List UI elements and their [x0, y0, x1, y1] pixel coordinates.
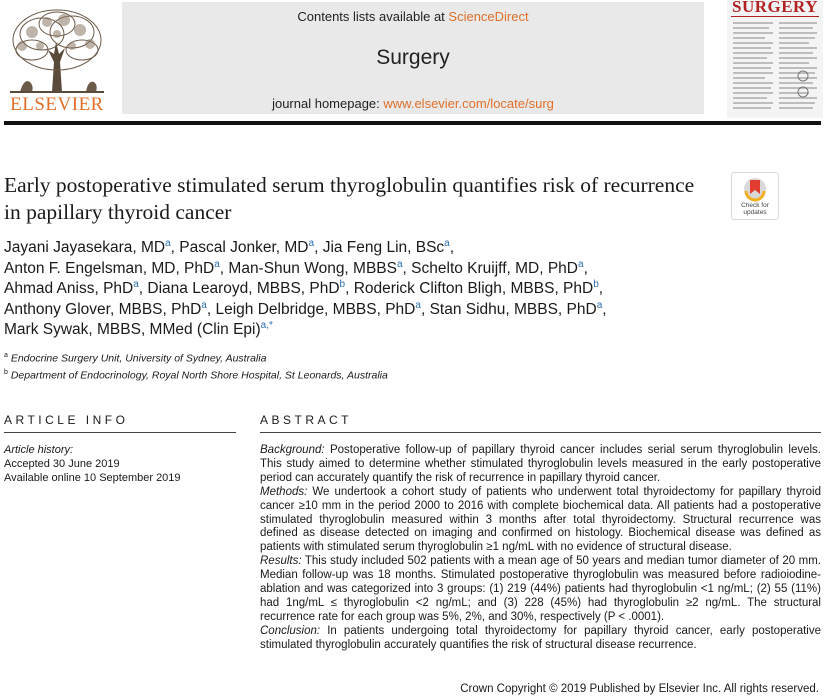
- journal-cover[interactable]: [727, 0, 823, 118]
- affiliation-item: [4, 349, 388, 366]
- abstract-section-text: Postoperative follow-up of papillary thyroid cancer includes serial serum thyroglobulin levels. This study aimed to determine whether stimulated thyroglobulin levels measured in the early postoperative period can accurately quantify the risk of recurrence in papillary thyroid cancer.: [260, 444, 821, 484]
- cover-contents-icon: [727, 0, 823, 118]
- crossmark-icon: [732, 175, 778, 205]
- author-separator: ,: [449, 239, 459, 256]
- author-separator: ,: [402, 259, 412, 277]
- author-separator: ,: [206, 300, 216, 318]
- author-separator: ,: [602, 300, 611, 318]
- author-name[interactable]: Pascal Jonker, MD: [179, 239, 309, 256]
- author-name[interactable]: Diana Learoyd, MBBS, PhD: [147, 280, 340, 297]
- author-separator: ,: [138, 280, 148, 297]
- author-affiliation-mark[interactable]: b: [593, 278, 599, 290]
- abstract-section: [260, 625, 821, 653]
- abstract-divider: [260, 432, 821, 433]
- author-name[interactable]: Mark Sywak, MBBS, MMed (Clin Epi): [4, 321, 261, 338]
- contents-line: [122, 9, 704, 24]
- copyright-line: Crown Copyright © 2019 Published by Elsevier Inc. All rights reserved.: [460, 683, 819, 695]
- author-affiliation-mark[interactable]: a: [165, 237, 171, 249]
- author-affiliation-mark[interactable]: a: [308, 237, 315, 249]
- abstract-section-label: Conclusion:: [260, 624, 321, 637]
- header-divider: [4, 121, 821, 125]
- affiliation-item: [4, 366, 388, 383]
- author-name[interactable]: Stan Sidhu, MBBS, PhD: [429, 300, 597, 318]
- abstract-section-label: Results:: [260, 555, 302, 568]
- author-separator: ,: [170, 239, 180, 256]
- affiliation-mark: b: [4, 368, 8, 376]
- journal-homepage-link[interactable]: www.elsevier.com/locate/surg: [383, 96, 554, 111]
- affiliation-text: Endocrine Surgery Unit, University of Sydney, Australia: [7, 352, 267, 365]
- check-for-updates-button[interactable]: [731, 172, 779, 220]
- abstract-section-label: Methods:: [260, 485, 308, 498]
- abstract-section: [260, 444, 821, 486]
- crossmark-label-line2: updates: [743, 209, 767, 216]
- author-affiliation-mark[interactable]: a: [415, 299, 421, 311]
- affiliation-text: Department of Endocrinology, Royal North Shore Hospital, St Leonards, Australia: [7, 369, 388, 381]
- author-name[interactable]: Leigh Delbridge, MBBS, PhD: [215, 300, 416, 318]
- author-separator: ,: [345, 280, 354, 297]
- author-name[interactable]: Man-Shun Wong, MBBS: [228, 259, 397, 277]
- abstract-section: [260, 486, 821, 556]
- author-name[interactable]: Schelto Kruijff, MD, PhD: [411, 259, 579, 277]
- affiliations: [4, 349, 388, 382]
- author-list: [4, 238, 704, 341]
- affiliation-mark: a: [4, 352, 8, 359]
- homepage-line: [122, 96, 704, 111]
- online-date: Available online 10 September 2019: [4, 472, 181, 484]
- article-title: Early postoperative stimulated serum thyroglobulin quantifies risk of recurrence in papillary thyroid cancer: [4, 173, 695, 224]
- author-affiliation-mark[interactable]: a: [596, 299, 603, 311]
- publisher-name: ELSEVIER: [10, 94, 104, 115]
- abstract-section-text: This study included 502 patients with a mean age of 50 years and median tumor diameter of 20 mm. Median follow-up was 18 months. Stimulated postoperative thyroglobulin was measured before radioiodine-ablation and was categorized into 3 groups: (1) 219 (44%) patients had thyroglobulin <1 ng/mL; (2) 55 (11%) had 1ng/mL ≤ thyroglobulin <2 ng/mL; and (3) 228 (45%) had thyroglobulin ≥2 ng/mL. The structural recurrence rate for each group was 5%, 2%, and 30%, respectively (P < .0001).: [260, 555, 821, 623]
- author-name[interactable]: Ahmad Aniss, PhD: [4, 280, 134, 297]
- author-affiliation-mark[interactable]: a: [133, 278, 139, 290]
- author-separator: ,: [598, 280, 608, 297]
- article-info-heading: ARTICLE INFO: [4, 413, 129, 427]
- homepage-prefix: journal homepage:: [272, 96, 384, 111]
- cover-title: SURGERY: [731, 0, 819, 16]
- author-affiliation-mark[interactable]: b: [339, 278, 346, 290]
- journal-name: Surgery: [376, 46, 450, 69]
- abstract-section-label: Background:: [260, 444, 325, 456]
- article-history-label: Article history:: [4, 444, 74, 456]
- abstract-section-text: We undertook a cohort study of patients who underwent total thyroidectomy for papillary thyroid cancer ≥10 mm in the period 2000 to 2016 with complete biochemical data. All patients had a postoperative stimulated thyroglobulin measured within 3 months after total thyroidectomy. Structural recurrence was defined as disease detected on imaging and confirmed on histology. Biochemical disease was defined as patients with stimulated serum thyroglobulin ≥1 ng/mL with no evidence of structural disease.: [260, 485, 821, 554]
- sciencedirect-link[interactable]: ScienceDirect: [448, 9, 529, 24]
- abstract-heading: ABSTRACT: [260, 413, 353, 427]
- author-name[interactable]: Jayani Jayasekara, MD: [4, 239, 166, 256]
- author-affiliation-mark[interactable]: a: [214, 258, 220, 270]
- author-affiliation-mark[interactable]: a,*: [260, 319, 273, 331]
- author-name[interactable]: Jia Feng Lin, BSc: [322, 239, 445, 256]
- author-affiliation-mark[interactable]: a: [396, 258, 403, 270]
- author-separator: ,: [583, 259, 593, 277]
- abstract-section: [260, 555, 821, 625]
- contents-prefix: Contents lists available at: [297, 9, 449, 24]
- elsevier-logo[interactable]: [2, 2, 112, 114]
- article-info-divider: [4, 432, 236, 433]
- author-name[interactable]: Anthony Glover, MBBS, PhD: [4, 300, 202, 318]
- author-affiliation-mark[interactable]: a: [578, 258, 584, 270]
- author-name[interactable]: Roderick Clifton Bligh, MBBS, PhD: [353, 280, 594, 297]
- author-separator: ,: [219, 259, 229, 277]
- author-separator: ,: [314, 239, 323, 256]
- accepted-date: Accepted 30 June 2019: [4, 458, 120, 470]
- abstract-section-text: In patients undergoing total thyroidectomy for papillary thyroid cancer, early postoperative stimulated thyroglobulin accurately quantifies the risk of structural disease recurrence.: [260, 624, 821, 651]
- journal-header: [122, 2, 704, 114]
- author-affiliation-mark[interactable]: a: [444, 237, 450, 249]
- author-affiliation-mark[interactable]: a: [201, 299, 207, 311]
- author-name[interactable]: Anton F. Engelsman, MD, PhD: [4, 259, 215, 277]
- crossmark-label-line1: Check for: [741, 202, 769, 209]
- abstract-body: [260, 444, 821, 653]
- crossmark-label: [732, 202, 778, 216]
- author-separator: ,: [420, 300, 430, 318]
